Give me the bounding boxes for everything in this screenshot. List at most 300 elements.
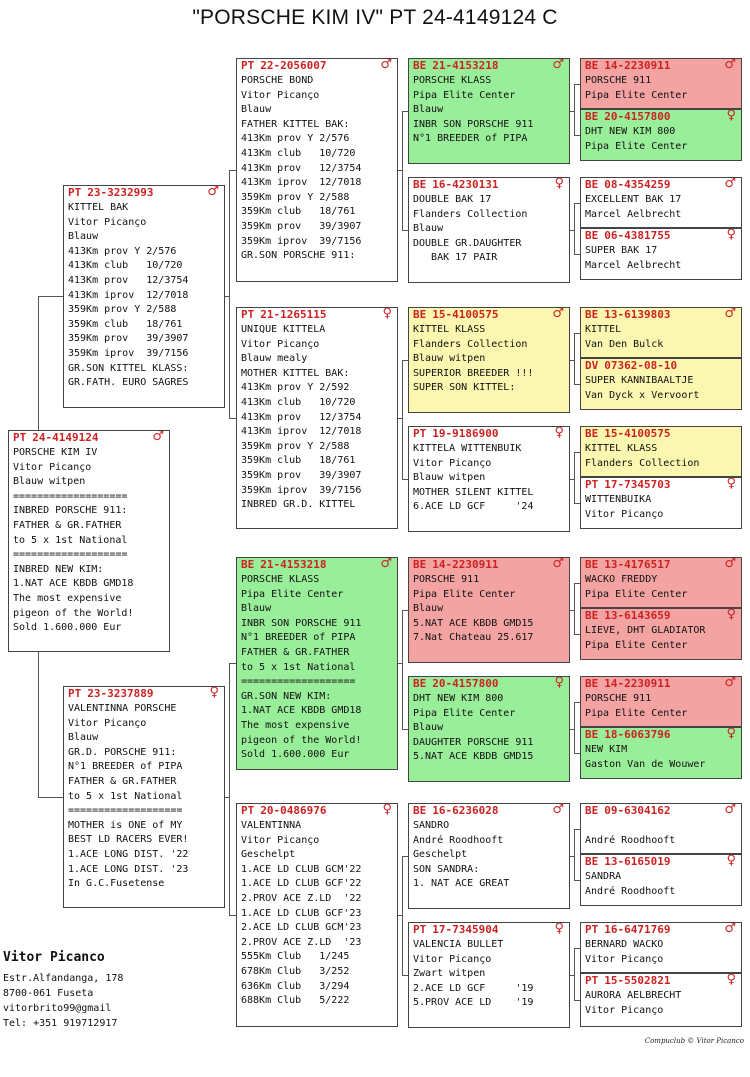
detail-line: Blauw witpen [13, 476, 86, 488]
country-code: BE [585, 427, 599, 440]
detail-line: 1.NAT ACE KBDB GMD18 [13, 578, 134, 590]
detail-line: =================== [13, 549, 128, 561]
detail-line: Pipa Elite Center [413, 707, 516, 719]
ring-number: 07362-08-10 [604, 359, 678, 372]
detail-line: Vitor Picanço [68, 717, 147, 729]
connector-line [570, 360, 574, 361]
detail-line: Zwart witpen [413, 968, 486, 980]
detail-line: Blauw [241, 104, 272, 116]
female-symbol-icon: ♀ [726, 228, 736, 242]
card-details [237, 74, 397, 264]
ring-number: 16-4230131 [432, 178, 499, 191]
country-code: BE [585, 804, 599, 817]
detail-line: 413Km iprov 12/7018 [68, 289, 189, 301]
detail-line: 413Km prov 12/3754 [241, 411, 362, 423]
connector-line [398, 170, 402, 171]
pigeon-card-mmmm [580, 973, 742, 1027]
female-symbol-icon: ♀ [382, 803, 392, 817]
detail-line: 6.ACE LD GCF '24 [413, 501, 534, 513]
owner-name: Vitor Picanco [3, 950, 105, 965]
male-symbol-icon: ♂ [724, 676, 736, 690]
ring-number: 21-4153218 [432, 59, 499, 72]
connector-line [402, 610, 403, 729]
pigeon-name: DHT NEW KIM 800 [413, 693, 504, 704]
detail-line: BEST LD RACERS EVER! [68, 834, 189, 846]
ring-number: 14-2230911 [432, 558, 499, 571]
ring-number: 06-4381755 [604, 229, 671, 242]
pigeon-name: LIEVE, DHT GLADIATOR [585, 625, 706, 636]
connector-line [570, 729, 574, 730]
detail-line: Blauw [241, 603, 272, 615]
card-header [64, 186, 224, 200]
card-header [237, 558, 397, 572]
pigeon-name: KITTELA WITTENBUIK [413, 443, 522, 454]
ring-number: 16-6236028 [432, 804, 499, 817]
country-code: BE [413, 59, 427, 72]
card-header [409, 427, 569, 441]
pigeon-name: BERNARD WACKO [585, 939, 664, 950]
pigeon-card-mfm [408, 676, 570, 782]
ring-number: 21-4153218 [260, 558, 327, 571]
female-symbol-icon: ♀ [726, 727, 736, 741]
detail-line: Pipa Elite Center [585, 588, 688, 600]
card-header [581, 308, 741, 322]
card-details [581, 493, 741, 522]
detail-line: pigeon of the World! [241, 734, 362, 746]
connector-line [229, 663, 236, 664]
card-details [581, 989, 741, 1018]
detail-line: Sold 1.600.000 Eur [13, 622, 122, 634]
detail-line: 413Km club 10/720 [241, 396, 356, 408]
detail-line: GR.SON NEW KIM: [241, 690, 332, 702]
detail-line: 5.NAT ACE KBDB GMD15 [413, 751, 534, 763]
detail-line: 359Km prov Y 2/588 [241, 440, 350, 452]
detail-line: Marcel Aelbrecht [585, 208, 682, 220]
detail-line: Blauw witpen [413, 472, 486, 484]
pigeon-card-fff [408, 58, 570, 164]
connector-line [570, 610, 574, 611]
pigeon-card-fmff [580, 307, 742, 358]
card-header [409, 677, 569, 691]
detail-line: 2.ACE LD CLUB GCM'23 [241, 922, 362, 934]
ring-number: 15-5502821 [604, 974, 671, 987]
pigeon-card-mf [236, 557, 398, 770]
pigeon-name: WACKO FREDDY [585, 574, 658, 585]
female-symbol-icon: ♀ [726, 477, 736, 491]
connector-line [402, 856, 403, 975]
detail-line: to 5 x 1st National [13, 534, 128, 546]
pigeon-card-fmfm [580, 358, 742, 410]
detail-line: MOTHER KITTEL BAK: [241, 367, 350, 379]
pigeon-name [585, 819, 741, 834]
detail-line: =================== [241, 676, 356, 688]
country-code: PT [241, 59, 255, 72]
connector-line [229, 915, 236, 916]
detail-line: Van Dyck x Vervoort [585, 389, 700, 401]
detail-line: DOUBLE GR.DAUGHTER [413, 237, 522, 249]
detail-line: Vitor Picanço [413, 953, 492, 965]
detail-line: 359Km prov 39/3907 [241, 220, 362, 232]
pigeon-name: SUPER KANNIBAALTJE [585, 375, 694, 386]
detail-line: Pipa Elite Center [241, 588, 344, 600]
detail-line: Pipa Elite Center [413, 588, 516, 600]
country-code: DV [585, 359, 599, 372]
male-symbol-icon: ♂ [552, 557, 564, 571]
pigeon-name: SANDRA [585, 871, 622, 882]
card-details [581, 193, 741, 222]
detail-line: INBRED NEW KIM: [13, 563, 104, 575]
male-symbol-icon: ♂ [552, 307, 564, 321]
detail-line: Blauw [68, 231, 99, 243]
ring-number: 14-2230911 [604, 59, 671, 72]
male-symbol-icon: ♂ [380, 557, 392, 571]
card-details [581, 870, 741, 899]
pigeon-card-fmmm [580, 477, 742, 529]
detail-line: Geschelpt [241, 849, 296, 861]
detail-line: 359Km prov Y 2/588 [241, 191, 350, 203]
ring-number: 23-3232993 [87, 186, 154, 199]
country-code: BE [585, 728, 599, 741]
pigeon-card-mmmf [580, 922, 742, 973]
card-details [581, 624, 741, 653]
card-header [581, 229, 741, 243]
detail-line: Vitor Picanço [241, 89, 320, 101]
pigeon-card-mmm [408, 922, 570, 1028]
detail-line: Flanders Collection [413, 338, 528, 350]
card-details [64, 201, 224, 391]
detail-line: Blauw [413, 603, 444, 615]
card-header [581, 59, 741, 73]
connector-line [574, 829, 575, 880]
detail-line: 1.ACE LD CLUB GCM'22 [241, 863, 362, 875]
card-details [409, 193, 569, 266]
male-symbol-icon: ♂ [380, 58, 392, 72]
ring-number: 24-4149124 [32, 431, 99, 444]
male-symbol-icon: ♂ [552, 803, 564, 817]
owner-phone: Tel: +351 919712917 [3, 1018, 118, 1029]
connector-line [574, 583, 575, 634]
card-header [237, 59, 397, 73]
detail-line: Van Den Bulck [585, 338, 664, 350]
country-code: BE [585, 178, 599, 191]
pigeon-card-subject [8, 430, 170, 652]
detail-line: INBRED GR.D. KITTEL [241, 499, 356, 511]
detail-line: INBR SON PORSCHE 911 [241, 617, 362, 629]
country-code: BE [585, 855, 599, 868]
card-header [581, 677, 741, 691]
detail-line: INBRED PORSCHE 911: [13, 505, 128, 517]
detail-line: Vitor Picanço [413, 457, 492, 469]
connector-line [398, 663, 402, 664]
ring-number: 16-6471769 [604, 923, 671, 936]
card-header [581, 923, 741, 937]
detail-line: Pipa Elite Center [585, 140, 688, 152]
ring-number: 13-6139803 [604, 308, 671, 321]
detail-line: 413Km prov Y 2/576 [241, 133, 350, 145]
card-header [581, 974, 741, 988]
pigeon-name: SUPER BAK 17 [585, 245, 658, 256]
ring-number: 15-4100575 [604, 427, 671, 440]
ring-number: 20-4157800 [432, 677, 499, 690]
detail-line: 678Km Club 3/252 [241, 965, 350, 977]
connector-line [229, 170, 236, 171]
card-details [409, 692, 569, 765]
card-header [409, 59, 569, 73]
card-header [9, 431, 169, 445]
male-symbol-icon: ♂ [724, 58, 736, 72]
detail-line: Blauw [413, 223, 444, 235]
detail-line: GR.SON KITTEL KLASS: [68, 362, 189, 374]
detail-line: Vitor Picanço [585, 1004, 664, 1016]
card-header [409, 178, 569, 192]
detail-line: DAUGHTER PORSCHE 911 [413, 736, 534, 748]
country-code: BE [413, 308, 427, 321]
detail-line: =================== [13, 490, 128, 502]
female-symbol-icon: ♀ [554, 177, 564, 191]
male-symbol-icon: ♂ [724, 922, 736, 936]
connector-line [570, 111, 574, 112]
detail-line: GR.D. PORSCHE 911: [68, 746, 177, 758]
detail-line: SON SANDRA: [413, 863, 480, 875]
detail-line: 1.ACE LD CLUB GCF'22 [241, 878, 362, 890]
detail-line: Vitor Picanço [68, 216, 147, 228]
card-details [237, 819, 397, 1009]
country-code: PT [68, 687, 82, 700]
female-symbol-icon: ♀ [726, 608, 736, 622]
card-header [64, 687, 224, 701]
connector-line [229, 170, 230, 418]
detail-line: 413Km club 10/720 [68, 260, 183, 272]
detail-line: GR.FATH. EURO SAGRES [68, 377, 189, 389]
detail-line: Blauw [413, 722, 444, 734]
detail-line: 2.PROV ACE Z.LD '23 [241, 936, 362, 948]
ring-number: 22-2056007 [260, 59, 327, 72]
card-header [581, 804, 741, 818]
detail-line: In G.C.Fusetense [68, 878, 165, 890]
male-symbol-icon: ♂ [152, 430, 164, 444]
detail-line: Vitor Picanço [585, 953, 664, 965]
connector-line [570, 856, 574, 857]
card-details [581, 74, 741, 103]
pigeon-card-mmfm [580, 854, 742, 906]
detail-line: André Roodhooft [585, 834, 676, 846]
connector-line [229, 663, 230, 915]
country-code: PT [13, 431, 27, 444]
card-details [581, 442, 741, 471]
pigeon-name: DHT NEW KIM 800 [585, 126, 676, 137]
owner-block [3, 950, 183, 1031]
pigeon-card-mfff [580, 557, 742, 608]
pigeon-card-fmm [408, 426, 570, 532]
country-code: PT [585, 923, 599, 936]
pigeon-card-mmf [408, 803, 570, 909]
pigeon-name: KITTEL [585, 324, 622, 335]
connector-line [574, 948, 575, 1000]
detail-line: André Roodhooft [413, 834, 504, 846]
connector-line [402, 111, 403, 230]
male-symbol-icon: ♂ [552, 58, 564, 72]
detail-line: to 5 x 1st National [241, 661, 356, 673]
detail-line: MOTHER SILENT KITTEL [413, 486, 534, 498]
card-details [409, 74, 569, 147]
ring-number: 17-7345904 [432, 923, 499, 936]
detail-line: The most expensive [13, 592, 122, 604]
pigeon-card-ff [236, 58, 398, 282]
pigeon-card-mfmf [580, 676, 742, 727]
detail-line: Blauw mealy [241, 353, 308, 365]
ring-number: 19-9186900 [432, 427, 499, 440]
card-details [409, 323, 569, 396]
detail-line: Blauw [413, 104, 444, 116]
detail-line: pigeon of the World! [13, 607, 134, 619]
detail-line: FATHER KITTEL BAK: [241, 118, 350, 130]
card-header [237, 308, 397, 322]
pigeon-card-fmmf [580, 426, 742, 477]
connector-line [574, 452, 575, 503]
connector-line [574, 203, 575, 254]
detail-line: 2.PROV ACE Z.LD '22 [241, 892, 362, 904]
country-code: PT [241, 308, 255, 321]
card-header [581, 728, 741, 742]
connector-line [398, 915, 402, 916]
detail-line: 1.ACE LONG DIST. '22 [68, 848, 189, 860]
detail-line: 359Km iprov 39/7156 [241, 484, 362, 496]
ring-number: 09-6304162 [604, 804, 671, 817]
detail-line: Blauw witpen [413, 353, 486, 365]
country-code: BE [413, 677, 427, 690]
connector-line [38, 652, 39, 797]
detail-line: 359Km prov Y 2/588 [68, 304, 177, 316]
detail-line: Blauw [68, 732, 99, 744]
detail-line: Flanders Collection [413, 208, 528, 220]
detail-line: Flanders Collection [585, 457, 700, 469]
detail-line: GR.SON PORSCHE 911: [241, 250, 356, 262]
detail-line: 413Km prov Y 2/592 [241, 382, 350, 394]
card-details [409, 819, 569, 892]
detail-line: Pipa Elite Center [585, 89, 688, 101]
country-code: BE [585, 229, 599, 242]
detail-line: INBR SON PORSCHE 911 [413, 118, 534, 130]
detail-line: Sold 1.600.000 Eur [241, 749, 350, 761]
female-symbol-icon: ♀ [209, 686, 219, 700]
male-symbol-icon: ♂ [724, 177, 736, 191]
pigeon-card-mffm [580, 608, 742, 660]
detail-line: BAK 17 PAIR [413, 252, 498, 264]
detail-line: Marcel Aelbrecht [585, 259, 682, 271]
country-code: BE [413, 178, 427, 191]
detail-line: 636Km Club 3/294 [241, 980, 350, 992]
pigeon-name: PORSCHE KIM IV [13, 447, 98, 458]
pigeon-card-father [63, 185, 225, 408]
detail-line: Vitor Picanço [241, 338, 320, 350]
card-details [581, 125, 741, 154]
ring-number: 20-0486976 [260, 804, 327, 817]
pigeon-name: EXCELLENT BAK 17 [585, 194, 682, 205]
detail-line: FATHER & GR.FATHER [13, 519, 122, 531]
detail-line: FATHER & GR.FATHER [68, 775, 177, 787]
card-details [581, 692, 741, 721]
detail-line: N°1 BREEDER of PIPA [241, 632, 356, 644]
ring-number: 13-6165019 [604, 855, 671, 868]
country-code: PT [585, 478, 599, 491]
detail-line: 1.NAT ACE KBDB GMD18 [241, 705, 362, 717]
card-details [581, 743, 741, 772]
card-details [409, 442, 569, 515]
owner-email: vitorbrito99@gmail [3, 1003, 112, 1014]
page-title: "PORSCHE KIM IV" PT 24-4149124 C [192, 6, 558, 29]
male-symbol-icon: ♂ [724, 307, 736, 321]
detail-line: André Roodhooft [585, 885, 676, 897]
male-symbol-icon: ♂ [724, 803, 736, 817]
pigeon-name: WITTENBUIKA [585, 494, 652, 505]
ring-number: 23-3237889 [87, 687, 154, 700]
pigeon-card-mmff [580, 803, 742, 854]
female-symbol-icon: ♀ [554, 922, 564, 936]
pigeon-card-ffff [580, 58, 742, 109]
country-code: PT [68, 186, 82, 199]
detail-line: 688Km Club 5/222 [241, 995, 350, 1007]
connector-line [229, 418, 236, 419]
female-symbol-icon: ♀ [554, 676, 564, 690]
connector-line [574, 702, 575, 753]
ring-number: 13-6143659 [604, 609, 671, 622]
detail-line: 413Km prov 12/3754 [241, 162, 362, 174]
detail-line: N°1 BREEDER of PIPA [68, 761, 183, 773]
ring-number: 14-2230911 [604, 677, 671, 690]
pigeon-card-mff [408, 557, 570, 663]
connector-line [38, 296, 39, 430]
pigeon-name: NEW KIM [585, 744, 628, 755]
detail-line: 359Km club 18/761 [241, 206, 356, 218]
detail-line: Pipa Elite Center [413, 89, 516, 101]
detail-line: 7.Nat Chateau 25.617 [413, 632, 534, 644]
country-code: BE [585, 59, 599, 72]
detail-line: Geschelpt [413, 849, 468, 861]
detail-line: SUPERIOR BREEDER !!! [413, 367, 534, 379]
detail-line: The most expensive [241, 719, 350, 731]
pigeon-name: PORSCHE 911 [585, 693, 652, 704]
detail-line: 359Km club 18/761 [68, 318, 183, 330]
detail-line: 359Km club 18/761 [241, 455, 356, 467]
pigeon-card-ffm [408, 177, 570, 283]
card-details [581, 244, 741, 273]
detail-line: 413Km iprov 12/7018 [241, 177, 362, 189]
female-symbol-icon: ♀ [726, 854, 736, 868]
pigeon-name: PORSCHE 911 [413, 574, 480, 585]
detail-line: 1.ACE LONG DIST. '23 [68, 863, 189, 875]
country-code: BE [413, 804, 427, 817]
detail-line: 1.ACE LD CLUB GCF'23 [241, 907, 362, 919]
detail-line: Pipa Elite Center [585, 639, 688, 651]
country-code: PT [585, 974, 599, 987]
detail-line: SUPER SON KITTEL: [413, 382, 516, 394]
card-header [581, 178, 741, 192]
connector-line [225, 797, 229, 798]
pigeon-name: PORSCHE BOND [241, 75, 314, 86]
pigeon-name: PORSCHE 911 [585, 75, 652, 86]
connector-line [574, 84, 575, 135]
detail-line: to 5 x 1st National [68, 790, 183, 802]
country-code: BE [585, 558, 599, 571]
detail-line: Vitor Picanço [241, 834, 320, 846]
country-code: BE [413, 558, 427, 571]
card-header [581, 855, 741, 869]
detail-line: 555Km Club 1/245 [241, 951, 350, 963]
connector-line [38, 797, 63, 798]
pigeon-name: SANDRO [413, 820, 450, 831]
card-details [581, 374, 741, 403]
pigeon-name: VALENCIA BULLET [413, 939, 504, 950]
